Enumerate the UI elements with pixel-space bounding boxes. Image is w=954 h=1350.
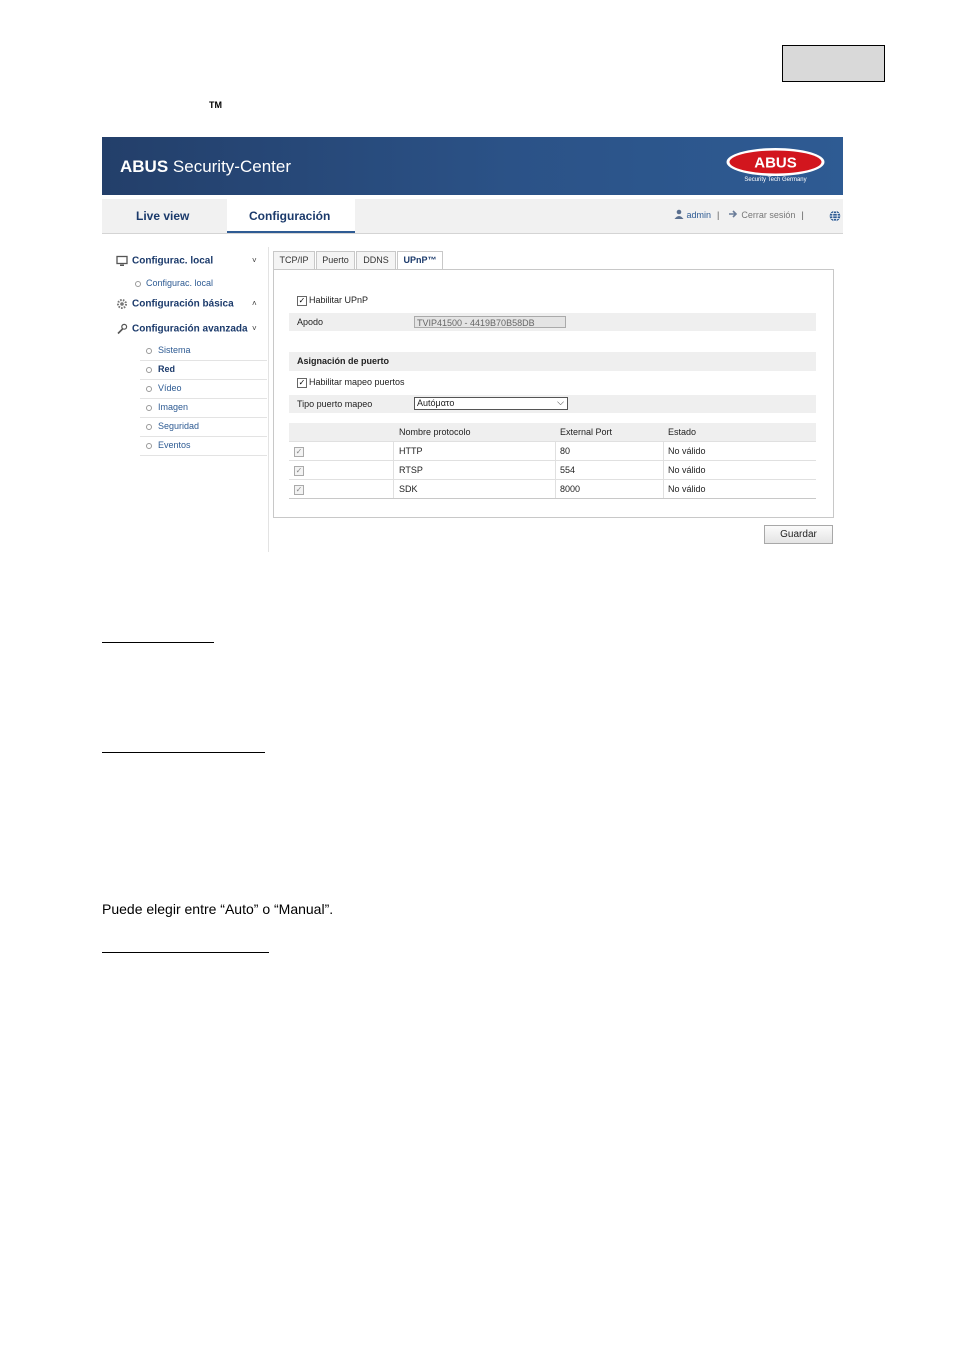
user-icon bbox=[674, 209, 684, 219]
tab-ddns[interactable]: DDNS bbox=[356, 251, 396, 269]
enable-mapping-checkbox[interactable]: ✓ bbox=[298, 378, 306, 387]
sidebar-item-seguridad[interactable]: Seguridad bbox=[140, 418, 267, 437]
mapping-type-select[interactable]: Autóματο ⌵ bbox=[414, 397, 568, 410]
monitor-icon bbox=[116, 255, 128, 267]
alias-field: TVIP41500 - 4419B70B58DB bbox=[414, 316, 566, 328]
table-row bbox=[289, 442, 816, 461]
row-checkbox: ✓ bbox=[295, 447, 303, 456]
table-row bbox=[289, 480, 816, 499]
user-area: admin | Cerrar sesión | bbox=[674, 209, 810, 220]
body-paragraph: Puede elegir entre “Auto” o “Manual”. bbox=[102, 901, 334, 917]
security-center-window bbox=[102, 137, 843, 553]
tab-upnp[interactable]: UPnP™ bbox=[397, 251, 443, 270]
logout-link[interactable]: Cerrar sesión bbox=[741, 210, 796, 220]
protocol-cell: HTTP bbox=[399, 446, 423, 456]
language-globe-icon[interactable] bbox=[829, 210, 841, 222]
heading-underline bbox=[102, 752, 265, 753]
upnp-panel bbox=[273, 269, 834, 518]
protocol-cell: RTSP bbox=[399, 465, 423, 475]
wrench-icon bbox=[116, 323, 128, 335]
abus-logo-tagline: Security Tech Germany bbox=[744, 177, 807, 183]
row-checkbox: ✓ bbox=[295, 466, 303, 475]
alias-label: Apodo bbox=[297, 317, 324, 327]
heading-underline bbox=[102, 952, 269, 953]
chevron-down-icon: ⌵ bbox=[557, 397, 564, 407]
chevron-up-icon[interactable]: ˄ bbox=[252, 299, 257, 308]
sidebar-item-sistema[interactable]: Sistema bbox=[140, 342, 267, 361]
svg-text:ABUS: ABUS bbox=[754, 154, 797, 172]
sidebar-item-eventos[interactable]: Eventos bbox=[140, 437, 267, 456]
col-status: Estado bbox=[668, 427, 697, 437]
port-cell: 8000 bbox=[560, 484, 581, 494]
enable-upnp-checkbox[interactable]: ✓ bbox=[298, 296, 306, 305]
top-navigation bbox=[102, 199, 843, 234]
table-row bbox=[289, 461, 816, 480]
gear-icon bbox=[116, 298, 128, 310]
port-mapping-title: Asignación de puerto bbox=[297, 356, 390, 366]
col-external-port: External Port bbox=[560, 427, 613, 437]
protocol-cell: SDK bbox=[399, 484, 418, 494]
sidebar-item-video[interactable]: Vídeo bbox=[140, 380, 267, 399]
table-header bbox=[289, 423, 816, 442]
abus-logo bbox=[725, 147, 826, 179]
status-cell: No válido bbox=[668, 465, 706, 475]
sidebar-group-local[interactable]: Configurac. local bbox=[116, 255, 213, 267]
sidebar-group-basic[interactable]: Configuración básica bbox=[116, 298, 234, 310]
username-link[interactable]: admin bbox=[686, 210, 712, 220]
sidebar-group-advanced[interactable]: Configuración avanzada bbox=[116, 323, 248, 335]
enable-upnp-label: Habilitar UPnP bbox=[309, 295, 369, 305]
nav-configuration[interactable]: Configuración bbox=[227, 199, 355, 233]
row-checkbox: ✓ bbox=[295, 485, 303, 494]
enable-mapping-label: Habilitar mapeo puertos bbox=[309, 377, 405, 387]
config-sidebar bbox=[102, 247, 269, 552]
app-header bbox=[102, 137, 843, 195]
sidebar-item-local-config[interactable]: Configurac. local bbox=[146, 278, 214, 288]
chevron-down-icon[interactable]: ˅ bbox=[252, 256, 257, 265]
status-cell: No válido bbox=[668, 446, 706, 456]
port-cell: 80 bbox=[560, 446, 571, 456]
chevron-down-icon[interactable]: ˅ bbox=[252, 324, 257, 333]
sidebar-item-red[interactable]: Red bbox=[140, 361, 267, 380]
heading-underline bbox=[102, 642, 214, 643]
page-corner-box bbox=[782, 45, 885, 82]
port-cell: 554 bbox=[560, 465, 576, 475]
status-cell: No válido bbox=[668, 484, 706, 494]
logout-icon bbox=[728, 210, 739, 218]
trademark-superscript: TM bbox=[209, 100, 222, 110]
nav-live-view[interactable]: Live view bbox=[136, 209, 190, 223]
sidebar-item-imagen[interactable]: Imagen bbox=[140, 399, 267, 418]
col-protocol: Nombre protocolo bbox=[399, 427, 471, 437]
tab-tcpip[interactable]: TCP/IP bbox=[273, 251, 315, 269]
app-title: ABUS Security-Center bbox=[120, 157, 291, 176]
mapping-type-label: Tipo puerto mapeo bbox=[297, 399, 373, 409]
save-button[interactable]: Guardar bbox=[764, 525, 833, 544]
tab-puerto[interactable]: Puerto bbox=[316, 251, 355, 269]
